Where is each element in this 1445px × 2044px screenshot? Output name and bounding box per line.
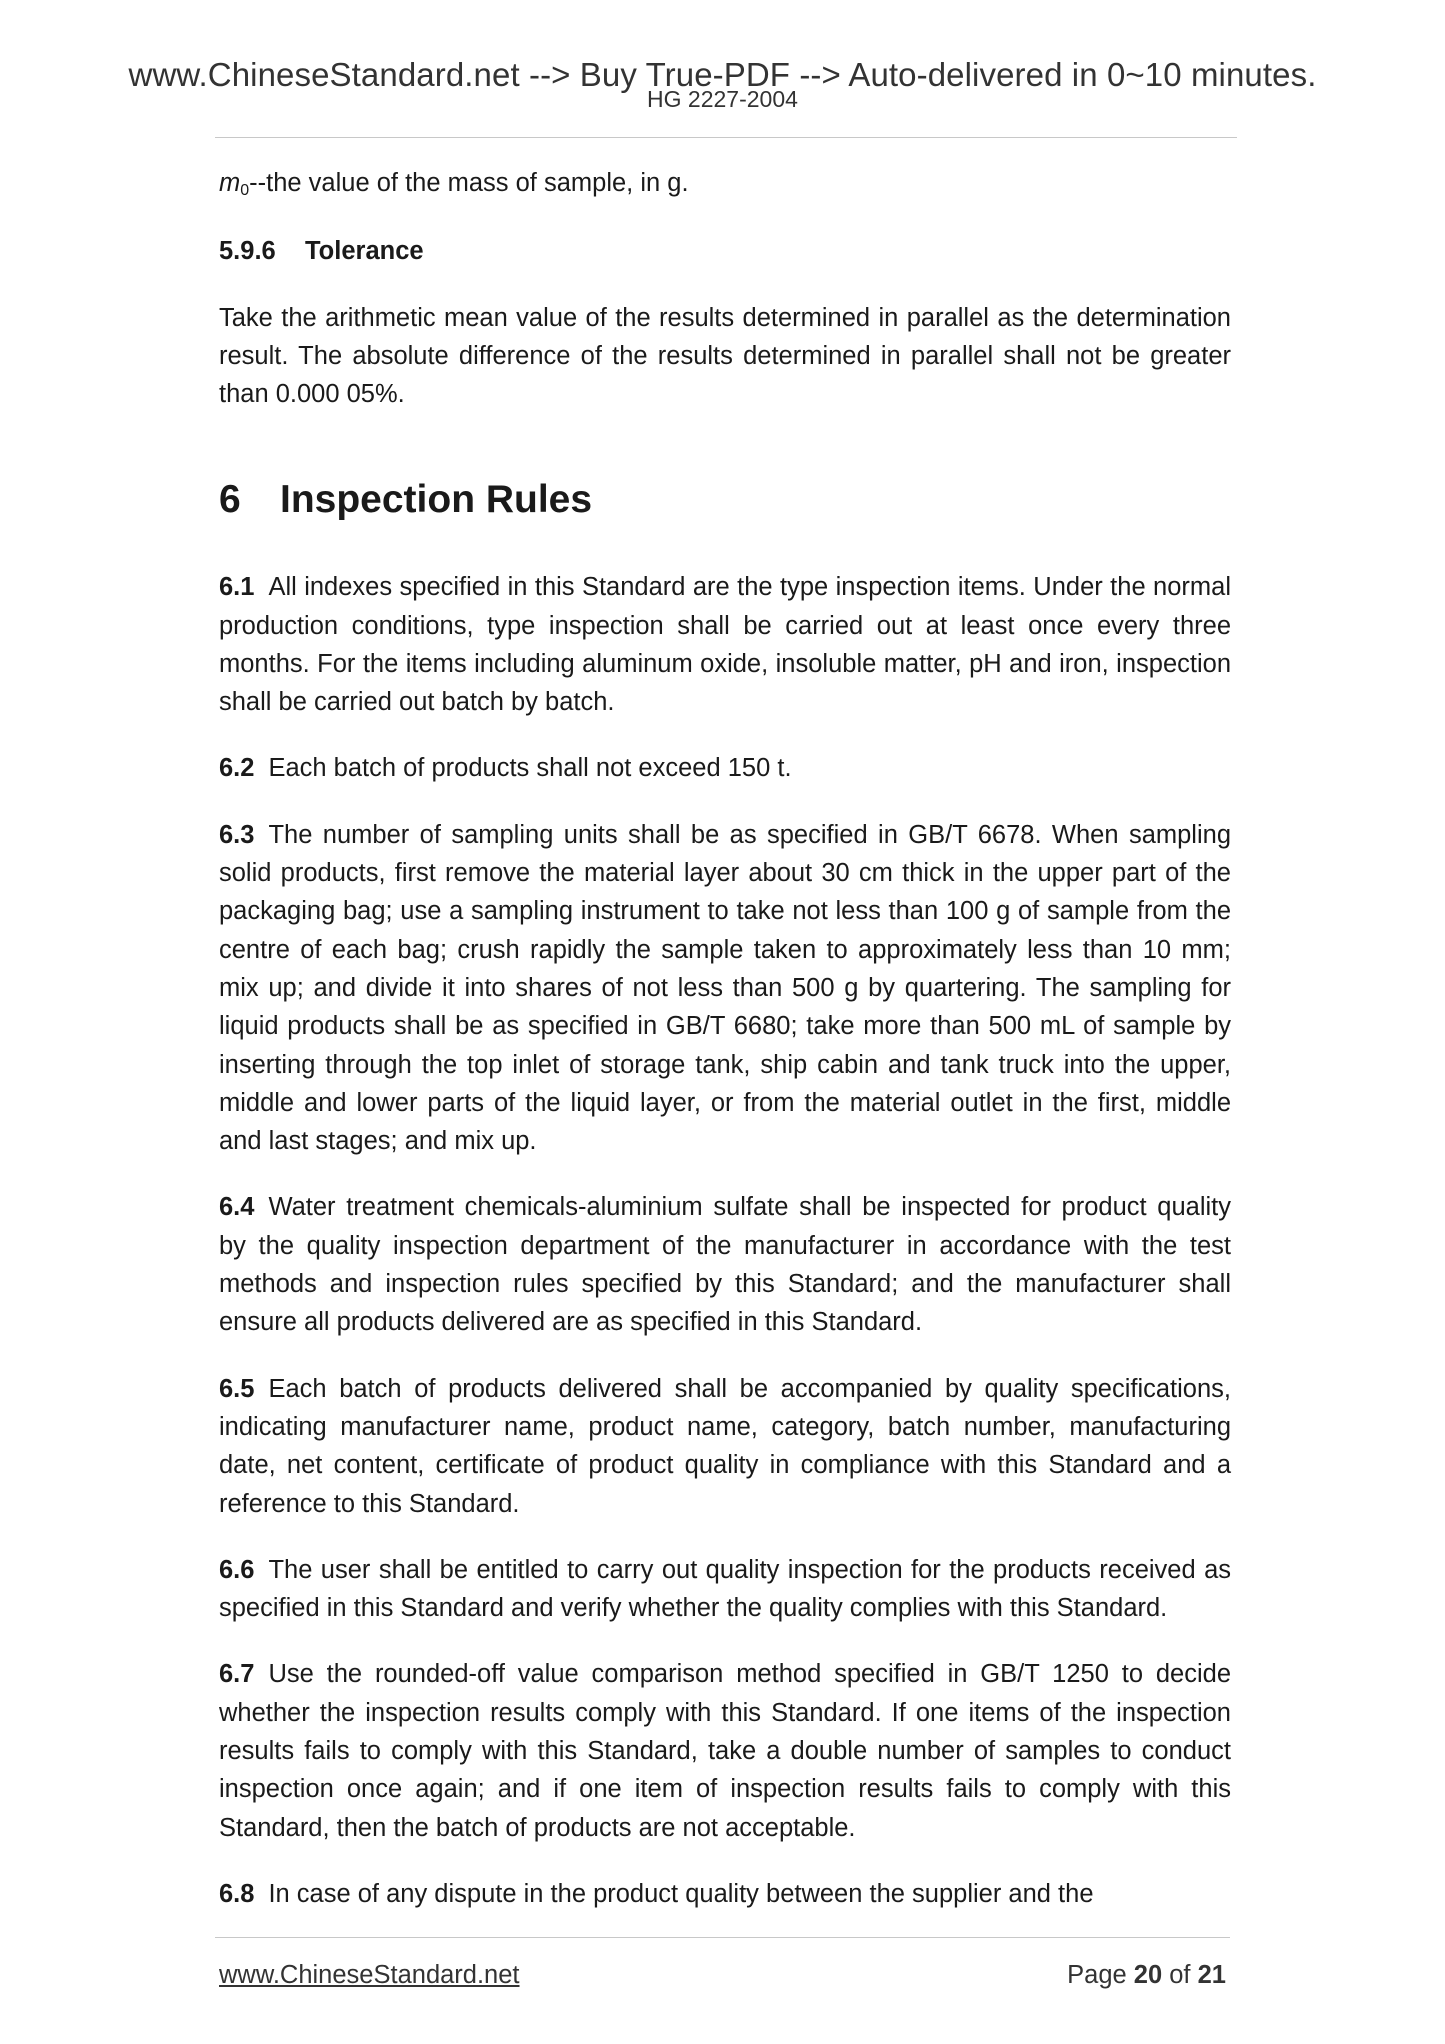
clause-number: 6.5 [219, 1374, 255, 1403]
clause-6-8 [219, 1875, 1231, 1913]
page-total: 21 [1197, 1961, 1226, 1989]
footer-divider [215, 1937, 1230, 1938]
section-number: 6 [219, 478, 241, 522]
clause-number: 6.7 [219, 1660, 255, 1689]
clause-6-6 [219, 1551, 1231, 1628]
variable-definition [219, 164, 1231, 202]
page-prefix: Page [1067, 1961, 1127, 1989]
header-divider [215, 137, 1237, 138]
page-of: of [1169, 1961, 1191, 1989]
page-content [219, 164, 1231, 1941]
document-code: HG 2227-2004 [647, 86, 798, 112]
clause-6-7 [219, 1655, 1231, 1846]
clause-text: The number of sampling units shall be as specified in GB/T 6678. When sampling solid products, first remove the material layer about 30 cm thick in the upper part of the packaging bag; use a sampling instrument to take not less than 100 g of sample from the centre of each bag; crush rapidly the sample taken to approximately less than 10 mm; mix up; and divide it into shares of not less than 500 g by quartering. The sampling for liquid products shall be as specified in GB/T 6680; take more than 500 mL of sample by inserting through the top inlet of storage tank, ship cabin and tank truck into the upper, middle and lower parts of the liquid layer, or from the material outlet in the first, middle and last stages; and mix up. [219, 820, 1231, 1156]
clause-text: All indexes specified in this Standard are the type inspection items. Under the normal production conditions, type inspection shall be carried out at least once every three months. For the items including aluminum oxide, insoluble matter, pH and iron, inspection shall be carried out batch by batch. [219, 573, 1231, 717]
clause-6-4 [219, 1188, 1231, 1341]
clause-number: 6.4 [219, 1193, 255, 1222]
variable-description: --the value of the mass of sample, in g. [249, 169, 689, 197]
variable-subscript: 0 [240, 182, 250, 199]
page-number [1067, 1960, 1226, 1991]
subsection-text: Take the arithmetic mean value of the results determined in parallel as the determination result. The absolute difference of the results determined in parallel shall not be greater than 0.000 05%. [219, 303, 1231, 409]
clause-6-1 [219, 568, 1231, 721]
clause-6-2 [219, 749, 1231, 787]
clause-6-5 [219, 1370, 1231, 1523]
subsection-number: 5.9.6 [219, 237, 276, 266]
header-banner: www.ChineseStandard.net --> Buy True-PDF --> Auto-delivered in 0~10 minutes. [128, 56, 1317, 93]
variable-symbol: m [219, 169, 241, 197]
subsection-heading [219, 232, 1231, 270]
clause-text: In case of any dispute in the product quality between the supplier and the [268, 1879, 1094, 1908]
clause-number: 6.2 [219, 754, 255, 783]
page-current: 20 [1133, 1961, 1163, 1989]
clause-text: The user shall be entitled to carry out quality inspection for the products received as specified in this Standard and verify whether the quality complies with this Standard. [219, 1555, 1231, 1623]
clause-text: Each batch of products shall not exceed 150 t. [268, 754, 792, 783]
clause-6-3 [219, 816, 1231, 1161]
clause-text: Water treatment chemicals-aluminium sulfate shall be inspected for product quality by the quality inspection department of the manufacturer in accordance with the test methods and inspection rules specified by this Standard; and the manufacturer shall ensure all products delivered are as specified in this Standard. [219, 1193, 1231, 1337]
clause-number: 6.3 [219, 820, 255, 849]
clause-number: 6.1 [219, 573, 255, 602]
section-heading [219, 477, 1231, 524]
clause-text: Each batch of products delivered shall be accompanied by quality specifications, indicating manufacturer name, product name, category, batch number, manufacturing date, net content, certificate of product quality in compliance with this Standard and a reference to this Standard. [219, 1374, 1231, 1518]
clause-number: 6.8 [219, 1879, 255, 1908]
clause-number: 6.6 [219, 1555, 255, 1584]
subsection-title: Tolerance [305, 237, 424, 266]
clause-text: Use the rounded-off value comparison method specified in GB/T 1250 to decide whether the inspection results comply with this Standard. If one items of the inspection results fails to comply with this Standard, take a double number of samples to conduct inspection once again; and if one item of inspection results fails to comply with this Standard, then the batch of products are not acceptable. [219, 1660, 1231, 1842]
footer-website-link[interactable]: www.ChineseStandard.net [219, 1961, 520, 1989]
section-title: Inspection Rules [280, 478, 593, 522]
